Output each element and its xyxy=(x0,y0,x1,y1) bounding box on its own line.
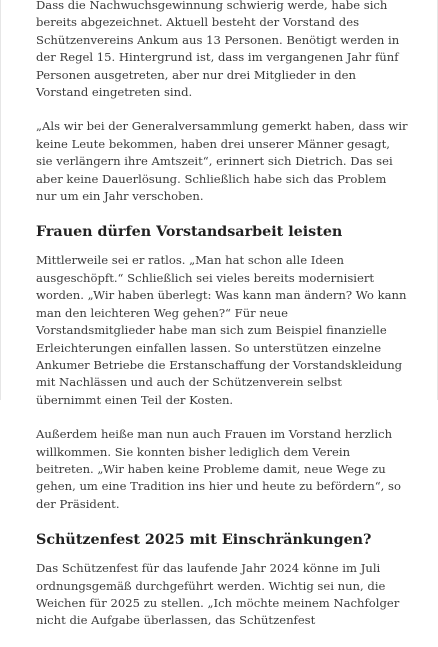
section-heading-frauen: Frauen dürfen Vorstandsarbeit leisten xyxy=(36,224,343,241)
left-border xyxy=(0,0,1,400)
paragraph-frauen-vorstand: Außerdem heiße man nun auch Frauen im Vorstand herzlich willkommen. Sie konnten bisher lediglich dem Verein beitreten. „Wir haben keine Probleme damit, neue Wege zu gehen, um eine Tradition ins hier und heute zu befördern“, so der Präsident. xyxy=(36,427,401,511)
article-body xyxy=(36,0,408,647)
paragraph-generalversammlung: „Als wir bei der Generalversammlung gemerkt haben, dass wir keine Leute bekommen, haben drei unserer Männer gesagt, sie verlängern ihre Amtszeit“, erinnert sich Dietrich. Das sei aber keine Dauerlösung. Schließlich habe sich das Problem nur um ein Jahr verschoben. xyxy=(36,119,408,204)
paragraph-vorstand-besetzung: Dass die Nachwuchsgewinnung schwierig werde, habe sich bereits abgezeichnet. Aktuell besteht der Vorstand des Schützenvereins Ankum aus 13 Personen. Benötigt werden in der Regel 15. Hintergrund ist, dass im vergangenen Jahr fünf Personen ausgetreten, aber nur drei Mitglieder in den Vorstand eingetreten sind. xyxy=(36,0,400,100)
section-heading-schuetzenfest: Schützenfest 2025 mit Einschränkungen? xyxy=(36,532,372,549)
paragraph-schuetzenfest-2024: Das Schützenfest für das laufende Jahr 2024 könne im Juli ordnungsgemäß durchgeführt werden. Wichtig sei nun, die Weichen für 2025 zu stellen. „Ich möchte meinem Nachfolger nicht die Aufgabe überlassen, das Schützenfest xyxy=(36,561,400,628)
paragraph-ideen: Mittlerweile sei er ratlos. „Man hat schon alle Ideen ausgeschöpft.“ Schließlich sei vieles bereits modernisiert worden. „Wir haben überlegt: Was kann man ändern? Wo kann man den leichteren Weg gehen?“ Für neue Vorstandsmitglieder habe man sich zum Beispiel finanzielle Erleichterungen einfallen lassen. So unterstützen einzelne Ankumer Betriebe die Erstanschaffung der Vorstandskleidung mit Nachlässen und auch der Schützenverein selbst übernimmt einen Teil der Kosten. xyxy=(36,253,407,407)
